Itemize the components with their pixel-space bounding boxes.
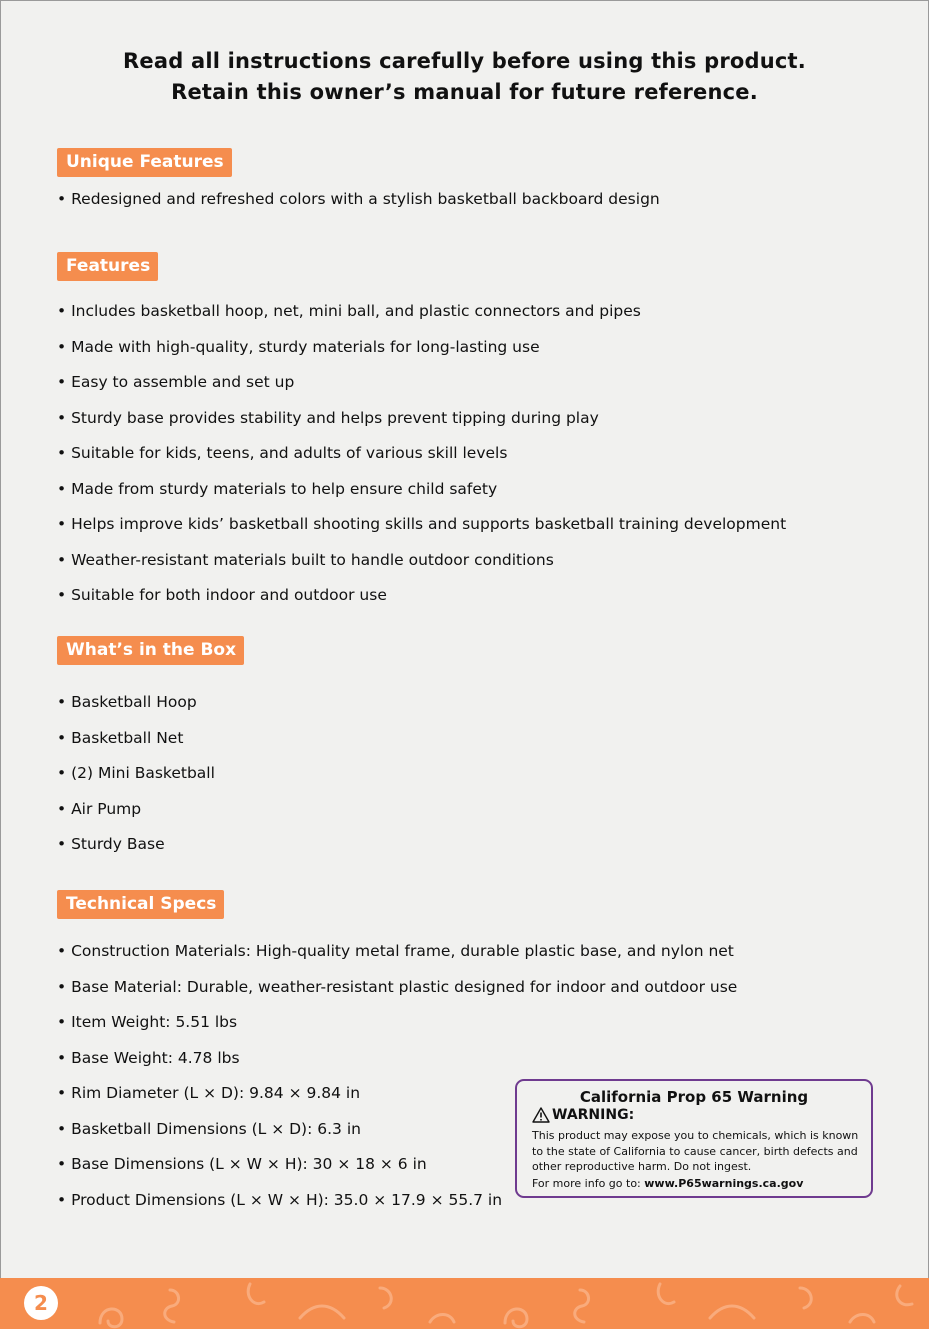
list-item: • Basketball Dimensions (L × D): 6.3 in: [57, 1112, 737, 1148]
list-item: • Suitable for kids, teens, and adults of various skill levels: [57, 436, 786, 472]
list-item: • Base Dimensions (L × W × H): 30 × 18 × 6 in: [57, 1147, 737, 1183]
warning-label: WARNING:: [552, 1107, 635, 1123]
page-number-badge: 2: [24, 1286, 58, 1320]
list-item: • Made with high-quality, sturdy materials for long-lasting use: [57, 330, 786, 366]
list-item: • Includes basketball hoop, net, mini ball, and plastic connectors and pipes: [57, 294, 786, 330]
footer-band: [0, 1278, 929, 1329]
features-list: [57, 294, 786, 614]
intro-heading: [0, 46, 929, 108]
intro-line-2: Retain this owner’s manual for future reference.: [171, 80, 758, 104]
warning-more-info: [532, 1177, 803, 1190]
list-item: • Base Weight: 4.78 lbs: [57, 1041, 737, 1077]
section-title-features: Features: [57, 252, 158, 281]
section-title-whats-in-the-box: What’s in the Box: [57, 636, 244, 665]
list-item: • Basketball Hoop: [57, 685, 215, 721]
list-item: • Sturdy base provides stability and helps prevent tipping during play: [57, 401, 786, 437]
unique-features-list: [57, 188, 660, 210]
intro-line-1: Read all instructions carefully before using this product.: [123, 49, 806, 73]
prop65-warning-box: [515, 1079, 873, 1198]
list-item: • Product Dimensions (L × W × H): 35.0 × 17.9 × 55.7 in: [57, 1183, 737, 1219]
box-contents-list: [57, 685, 215, 863]
list-item: • Sturdy Base: [57, 827, 215, 863]
warning-title: California Prop 65 Warning: [579, 1088, 809, 1106]
list-item: • (2) Mini Basketball: [57, 756, 215, 792]
section-title-unique-features: Unique Features: [57, 148, 232, 177]
list-item: • Redesigned and refreshed colors with a stylish basketball backboard design: [57, 188, 660, 210]
list-item: • Helps improve kids’ basketball shooting skills and supports basketball training development: [57, 507, 786, 543]
list-item: • Rim Diameter (L × D): 9.84 × 9.84 in: [57, 1076, 737, 1112]
list-item: • Made from sturdy materials to help ensure child safety: [57, 472, 786, 508]
list-item: • Basketball Net: [57, 721, 215, 757]
list-item: • Item Weight: 5.51 lbs: [57, 1005, 737, 1041]
list-item: • Weather-resistant materials built to handle outdoor conditions: [57, 543, 786, 579]
list-item: • Easy to assemble and set up: [57, 365, 786, 401]
list-item: • Air Pump: [57, 792, 215, 828]
warning-triangle-icon: [532, 1107, 550, 1123]
swirl-pattern-icon: [0, 1278, 929, 1329]
list-item: • Base Material: Durable, weather-resistant plastic designed for indoor and outdoor use: [57, 970, 737, 1006]
warning-heading: [532, 1107, 634, 1123]
list-item: • Suitable for both indoor and outdoor use: [57, 578, 786, 614]
warning-link[interactable]: www.P65warnings.ca.gov: [644, 1177, 804, 1190]
section-title-technical-specs: Technical Specs: [57, 890, 224, 919]
warning-body: This product may expose you to chemicals, which is known to the state of California to cause cancer, birth defects and other reproductive harm. Do not ingest.: [532, 1129, 859, 1173]
warning-link-prefix: For more info go to:: [532, 1177, 645, 1190]
list-item: • Construction Materials: High-quality metal frame, durable plastic base, and nylon net: [57, 934, 737, 970]
